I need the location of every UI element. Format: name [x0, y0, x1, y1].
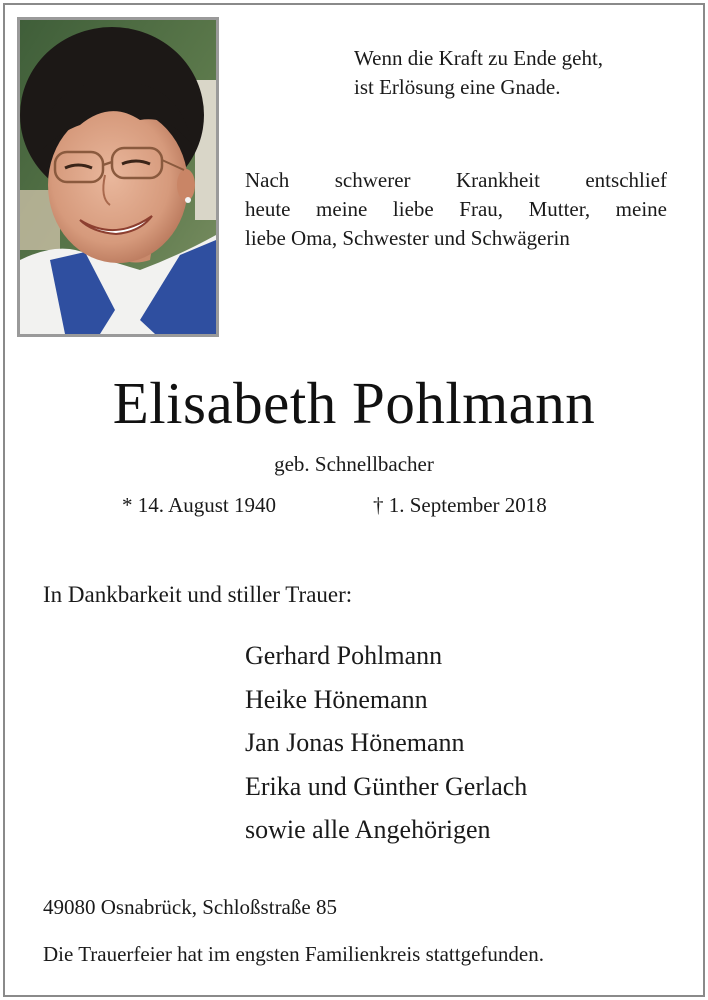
verse-line-2: ist Erlösung eine Gnade.: [354, 75, 561, 99]
mourner-name: sowie alle Angehörigen: [245, 815, 491, 844]
mourner-name: Gerhard Pohlmann: [245, 641, 443, 670]
intro-line-1: Nach schwerer Krankheit entschlief: [245, 168, 667, 192]
address: 49080 Osnabrück, Schloßstraße 85: [43, 895, 337, 919]
deceased-name: Elisabeth Pohlmann: [112, 370, 596, 436]
intro-line-3: liebe Oma, Schwester und Schwägerin: [245, 226, 570, 250]
mourning-heading: In Dankbarkeit und stiller Trauer:: [43, 582, 353, 607]
death-date: † 1. September 2018: [373, 493, 547, 517]
birth-date: * 14. August 1940: [122, 493, 277, 517]
verse: [354, 44, 674, 102]
mourner-name: Heike Hönemann: [245, 684, 428, 714]
mourner-name: Jan Jonas Hönemann: [245, 728, 465, 757]
maiden-name: geb. Schnellbacher: [274, 452, 434, 476]
mourners-list: [245, 634, 527, 852]
verse-line-1: Wenn die Kraft zu Ende geht,: [354, 46, 604, 70]
intro-paragraph: [245, 166, 667, 253]
mourner-name: Erika und Günther Gerlach: [245, 771, 528, 801]
funeral-note: Die Trauerfeier hat im engsten Familienkreis stattgefunden.: [43, 942, 544, 966]
intro-line-2: heute meine liebe Frau, Mutter, meine: [245, 197, 667, 221]
portrait-photo: [17, 17, 219, 337]
